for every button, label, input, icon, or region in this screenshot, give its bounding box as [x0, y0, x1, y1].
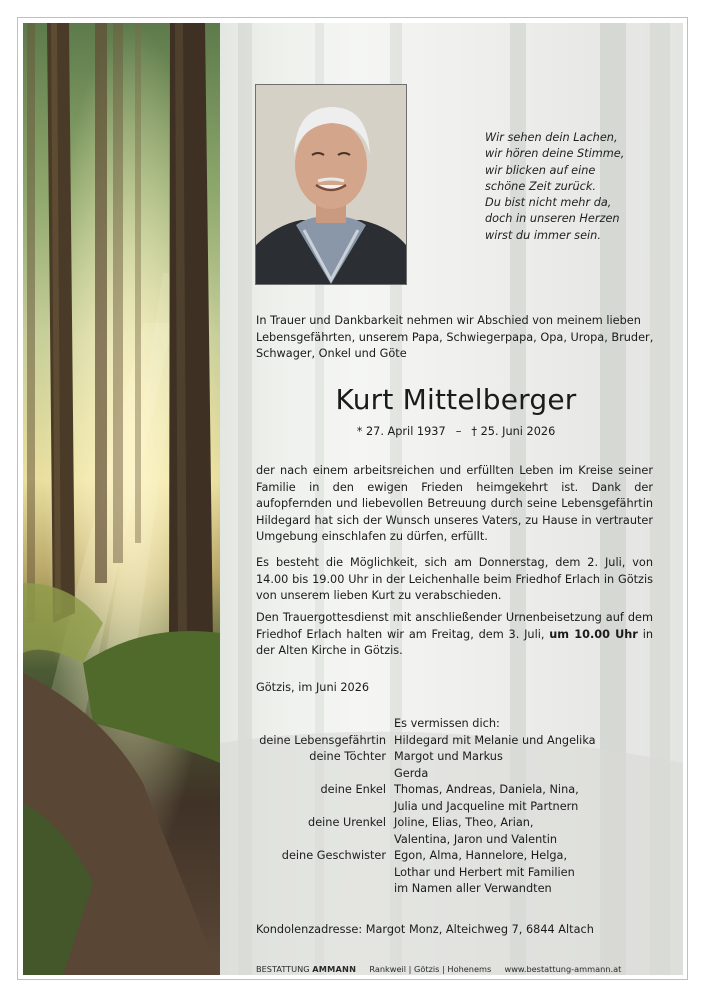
mourner-names: Lothar und Herbert mit Familien	[394, 865, 575, 879]
mourner-relation: deine Enkel	[320, 783, 386, 796]
poem	[485, 130, 670, 244]
poem-line: wirst du immer sein.	[485, 228, 601, 242]
funeral-home-brand-b: AMMANN	[312, 964, 357, 974]
poem-line: Wir sehen dein Lachen,	[485, 131, 618, 144]
mourner-row	[240, 848, 680, 865]
mourner-row	[240, 815, 680, 832]
service-text: Den Trauergottesdienst mit anschließender Urnenbeisetzung auf dem Friedhof Erlach halten wir am Freitag, dem 3. Juli,	[256, 611, 653, 641]
mourner-row	[240, 733, 680, 750]
life-dates	[256, 424, 656, 440]
poem-line: wir blicken auf eine	[485, 163, 596, 177]
funeral-home-brand-a: BESTATTUNG	[256, 964, 310, 974]
mourner-names: Margot und Markus	[394, 750, 503, 763]
birth-date: * 27. April 1937	[356, 425, 446, 438]
mourner-row	[240, 799, 680, 816]
mourner-names: Egon, Alma, Hannelore, Helga,	[394, 849, 568, 862]
mourner-row	[240, 832, 680, 849]
date-separator: –	[455, 425, 462, 438]
mourner-relation	[240, 832, 394, 849]
poem-line: Du bist nicht mehr da,	[485, 196, 612, 210]
mourners-header-row	[240, 716, 680, 733]
poem-line: doch in unseren Herzen	[485, 212, 620, 226]
mourner-relation	[240, 881, 394, 898]
mourner-names: Hildegard mit Melanie und Angelika	[394, 733, 596, 747]
funeral-home-locations: Rankweil | Götzis | Hohenems	[369, 964, 492, 974]
poem-line: schöne Zeit zurück.	[485, 179, 596, 193]
mourner-names: Valentina, Jaron und Valentin	[394, 832, 557, 846]
poem-line: wir hören deine Stimme,	[485, 147, 625, 161]
mourner-relation: deine Geschwister	[281, 849, 386, 862]
mourners-list	[240, 716, 680, 898]
deceased-name: Kurt Mittelberger	[335, 383, 577, 416]
death-date: † 25. Juni 2026	[471, 425, 556, 438]
mourner-relation: deine Töchter	[309, 750, 386, 763]
mourner-names: im Namen aller Verwandten	[394, 882, 552, 895]
paragraph-life: der nach einem arbeitsreichen und erfüllten Leben im Kreise seiner Familie in den ewigen Frieden heimgekehrt ist. Dank der aufopfernden und liebevollen Betreuung durch seine Lebensgefährtin Hildegard hat sich der Wunsch unseres Vaters, zu Hause in vertrauter Umgebung einschlafen zu dürfen, erfüllt.	[256, 464, 653, 543]
portrait-illustration	[256, 85, 406, 284]
intro-text: In Trauer und Dankbarkeit nehmen wir Abschied von meinem lieben Lebensgefährten, unserem Papa, Schwiegerpapa, Opa, Uropa, Bruder, Schwager, Onkel und Göte	[256, 314, 654, 360]
condolence-address: Kondolenzadresse: Margot Monz, Alteichweg 7, 6844 Altach	[256, 923, 594, 936]
paragraph-service	[256, 610, 653, 660]
service-time: um 10.00 Uhr	[549, 627, 638, 641]
mourner-names: Julia und Jacqueline mit Partnern	[394, 799, 579, 813]
mourner-names: Thomas, Andreas, Daniela, Nina,	[394, 783, 579, 796]
mourners-header: Es vermissen dich:	[394, 717, 500, 730]
service-location: in der Alten Kirche in Götzis.	[256, 627, 653, 657]
place-date: Götzis, im Juni 2026	[256, 681, 370, 694]
mourner-names: Joline, Elias, Theo, Arian,	[394, 816, 534, 829]
mourner-row	[240, 782, 680, 799]
mourner-relation	[240, 799, 394, 816]
mourner-relation	[240, 766, 394, 783]
mourner-row	[240, 766, 680, 783]
mourner-relation: deine Urenkel	[308, 816, 386, 829]
mourner-row	[240, 865, 680, 882]
mourner-names: Gerda	[394, 766, 429, 780]
funeral-home-website[interactable]: www.bestattung-ammann.at	[504, 964, 622, 974]
footer	[256, 963, 621, 975]
portrait-photo	[255, 84, 407, 285]
mourner-row	[240, 881, 680, 898]
mourner-row	[240, 749, 680, 766]
paragraph-viewing: Es besteht die Möglichkeit, sich am Donnerstag, dem 2. Juli, von 14.00 bis 19.00 Uhr in der Leichenhalle beim Friedhof Erlach in Götzis von unserem lieben Kurt zu verabschieden.	[256, 556, 653, 602]
mourner-relation	[240, 865, 394, 882]
mourner-relation: deine Lebensgefährtin	[259, 733, 386, 747]
